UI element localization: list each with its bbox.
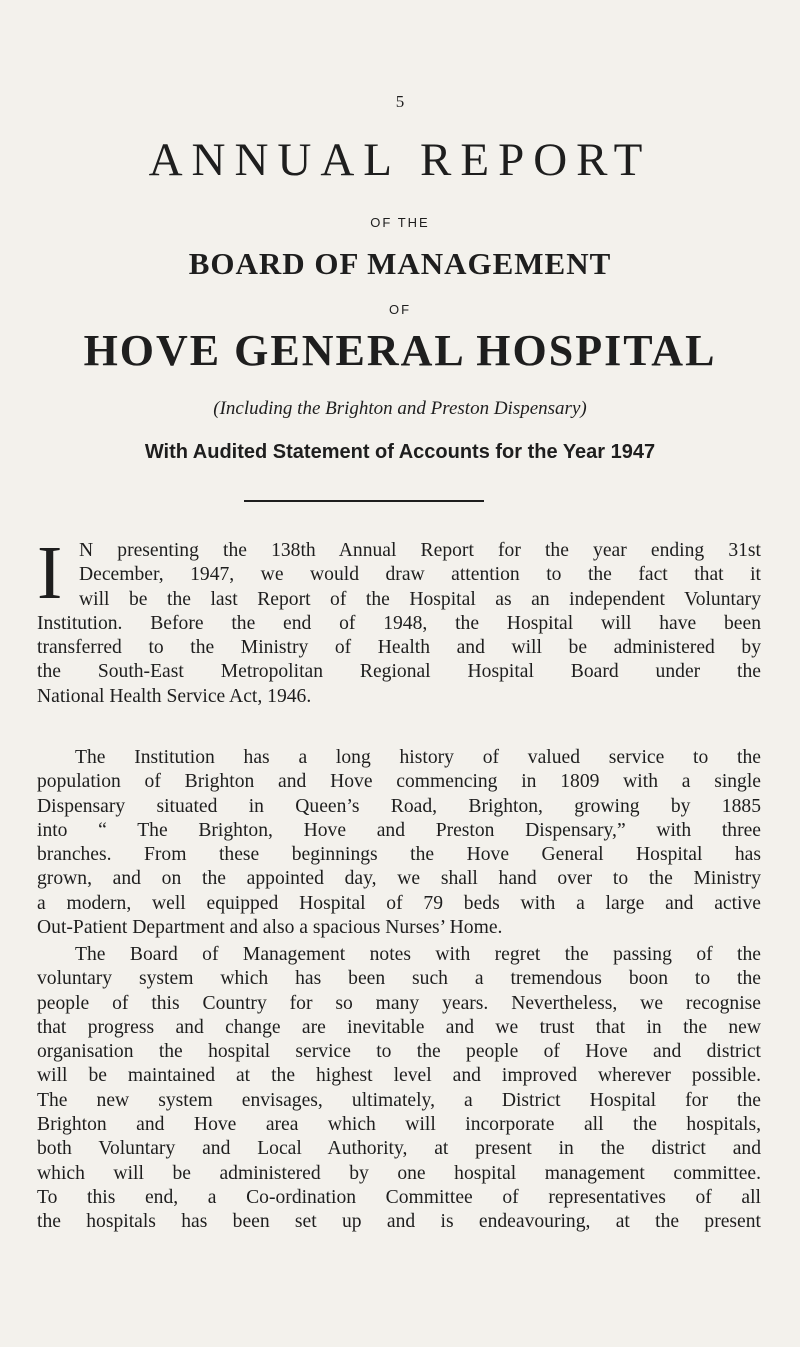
paragraph-line: will be the last Report of the Hospital as an independent Voluntary	[79, 588, 761, 610]
subtitle: (Including the Brighton and Preston Dispensary)	[213, 398, 587, 419]
paragraph-line: people of this Country for so many years. Nevertheless, we recognise	[37, 992, 761, 1014]
of-label: OF	[388, 302, 412, 317]
report-title: ANNUAL REPORT	[148, 134, 652, 186]
paragraph-line: To this end, a Co-ordination Committee of representatives of all	[37, 1186, 761, 1208]
paragraph-line: both Voluntary and Local Authority, at present in the district and	[37, 1138, 761, 1160]
page-number: 5	[395, 92, 405, 111]
paragraph-line: The Institution has a long history of valued service to the	[75, 747, 761, 768]
drop-cap: I	[37, 531, 63, 615]
hospital-name: HOVE GENERAL HOSPITAL	[83, 326, 717, 375]
paragraph-3	[37, 943, 761, 1235]
paragraph-line: Dispensary situated in Queen’s Road, Brighton, growing by 1885	[37, 795, 761, 817]
paragraph-line: National Health Service Act, 1946.	[37, 685, 312, 707]
paragraph-line: branches. From these beginnings the Hove General Hospital has	[37, 844, 761, 866]
paragraph-line: grown, and on the appointed day, we shall hand over to the Ministry	[37, 868, 761, 890]
paragraph-line: transferred to the Ministry of Health and will be administered by	[37, 637, 761, 659]
paragraph-line: will be maintained at the highest level and improved wherever possible.	[37, 1065, 761, 1087]
paragraph-line: a modern, well equipped Hospital of 79 beds with a large and active	[37, 892, 761, 914]
paragraph-line: December, 1947, we would draw attention to the fact that it	[79, 564, 761, 586]
paragraph-line: Out-Patient Department and also a spacious Nurses’ Home.	[37, 917, 503, 939]
paragraph-line: The Board of Management notes with regret the passing of the	[75, 944, 761, 965]
paragraph-line: which will be administered by one hospital management committee.	[37, 1162, 761, 1184]
paragraph-line: organisation the hospital service to the people of Hove and district	[37, 1041, 761, 1063]
board-heading: BOARD OF MANAGEMENT	[188, 246, 612, 281]
paragraph-line: The new system envisages, ultimately, a District Hospital for the	[37, 1089, 761, 1111]
audited-statement-line: With Audited Statement of Accounts for the Year 1947	[144, 441, 656, 463]
paragraph-2	[37, 746, 761, 940]
paragraph-line: population of Brighton and Hove commencing in 1809 with a single	[37, 771, 761, 793]
paragraph-1	[37, 531, 761, 709]
divider-rule	[244, 500, 484, 502]
paragraph-line: that progress and change are inevitable and we trust that in the new	[37, 1016, 761, 1038]
of-the-label: OF THE	[370, 215, 430, 230]
paragraph-line: Institution. Before the end of 1948, the Hospital will have been	[37, 612, 761, 634]
paragraph-line: the South-East Metropolitan Regional Hospital Board under the	[37, 661, 761, 683]
paragraph-line: into “ The Brighton, Hove and Preston Dispensary,” with three	[37, 819, 761, 841]
paragraph-line: the hospitals has been set up and is endeavouring, at the present	[37, 1211, 761, 1233]
paragraph-line: voluntary system which has been such a tremendous boon to the	[37, 968, 761, 990]
paragraph-line: N presenting the 138th Annual Report for the year ending 31st	[79, 540, 761, 561]
paragraph-line: Brighton and Hove area which will incorporate all the hospitals,	[37, 1114, 761, 1136]
